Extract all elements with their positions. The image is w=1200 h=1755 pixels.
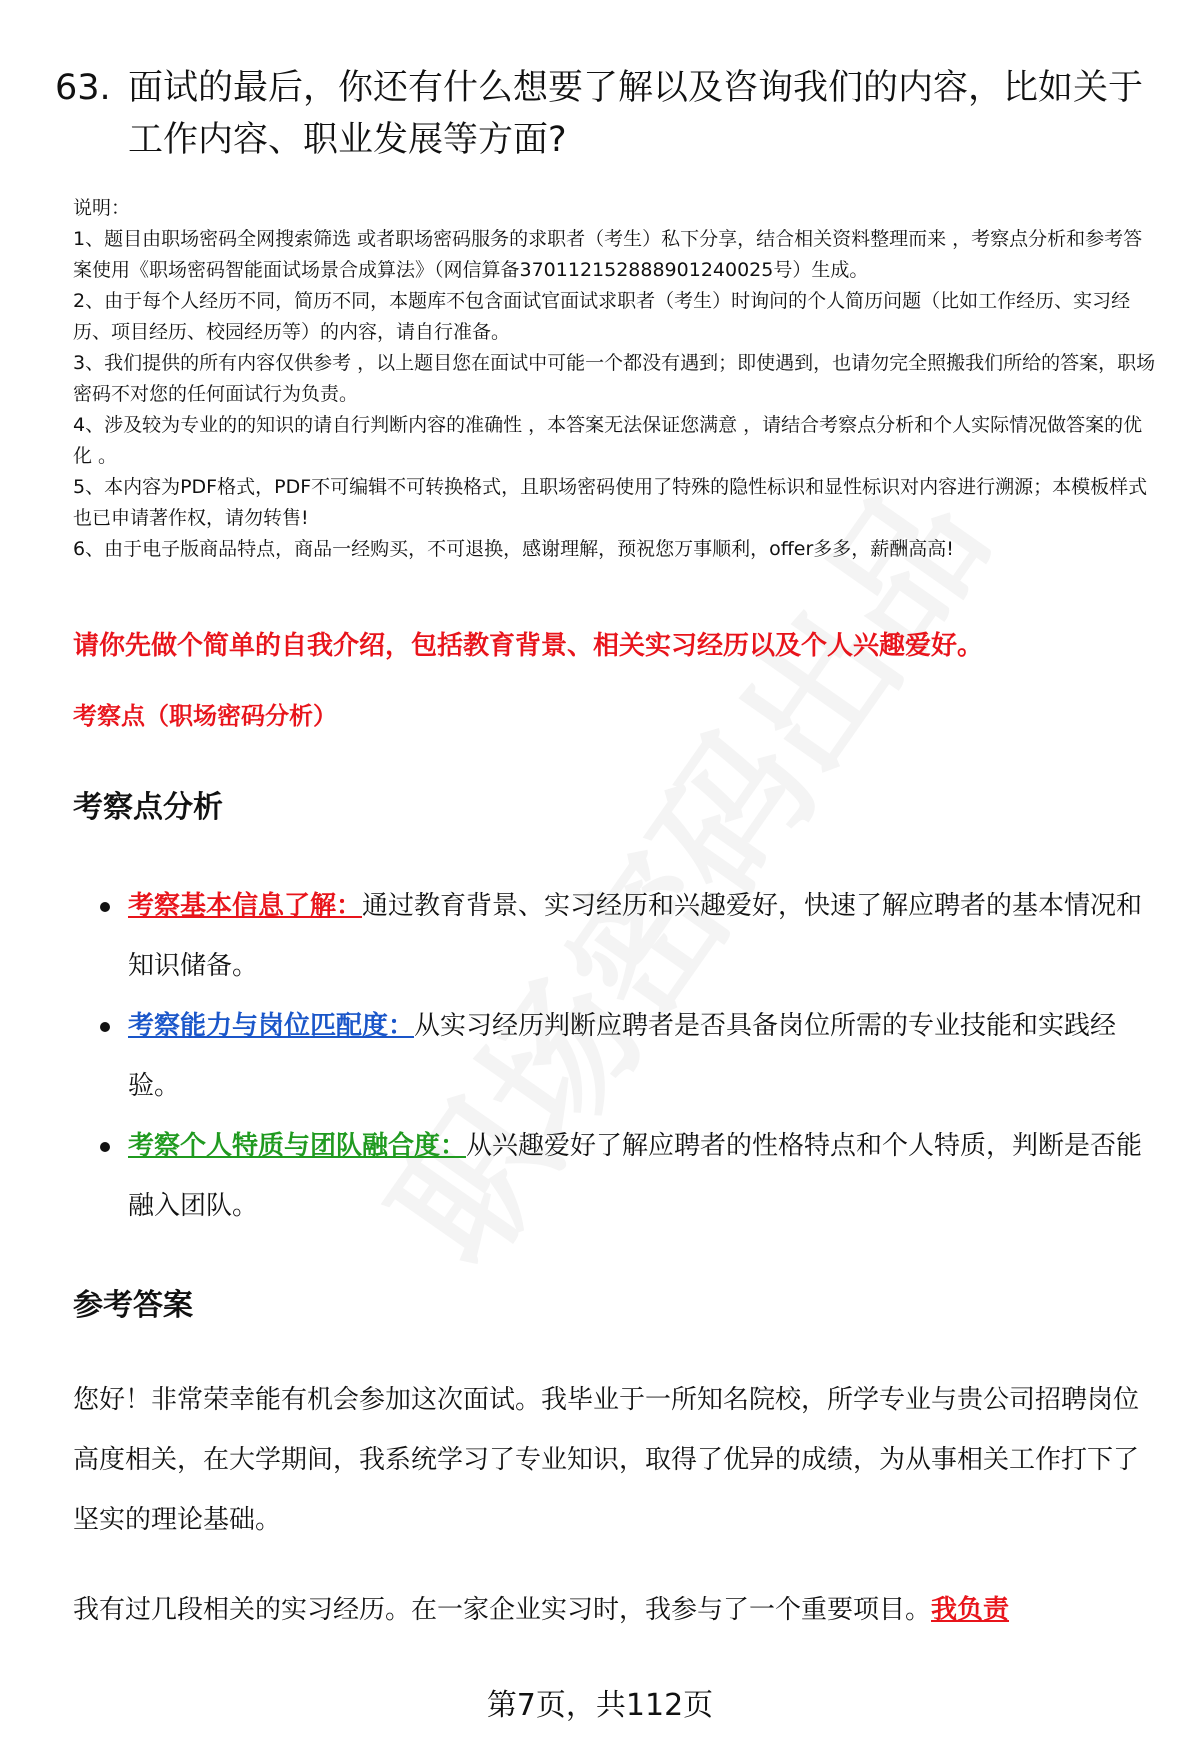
note-item: 4、涉及较为专业的的知识的请自行判断内容的准确性 ，本答案无法保证您满意 ，请结合考察点分析和个人实际情况做答案的优化 。 (73, 414, 1143, 467)
sub-question: 请你先做个简单的自我介绍，包括教育背景、相关实习经历以及个人兴趣爱好。 (73, 631, 984, 661)
bullet-icon (100, 1022, 110, 1032)
answer-paragraph: 您好！非常荣幸能有机会参加这次面试。我毕业于一所知名院校，所学专业与贵公司招聘岗位高度相关，在大学期间，我系统学习了专业知识，取得了优异的成绩，为从事相关工作打下了坚实的理论基础。 (73, 1385, 1140, 1535)
analysis-item-label: 考察个人特质与团队融合度： (128, 1131, 467, 1161)
analysis-item-text: 从实习经历判断应聘者是否具备岗位所需的专业技能和实践经验。 (128, 1011, 1117, 1101)
analysis-item-text: 通过教育背景、实习经历和兴趣爱好，快速了解应聘者的基本情况和知识储备。 (128, 891, 1143, 981)
analysis-tag: 考察点（职场密码分析） (73, 702, 337, 730)
note-item: 1、题目由职场密码全网搜索筛选 或者职场密码服务的求职者（考生）私下分享，结合相关资料整理而来 ，考察点分析和参考答案使用《职场密码智能面试场景合成算法》（网信算备370112152888901240025号）生成。 (73, 228, 1143, 281)
analysis-list (100, 876, 1160, 1236)
analysis-item (100, 996, 1160, 1116)
analysis-heading: 考察点分析 (73, 790, 223, 825)
analysis-item (100, 876, 1160, 996)
answer-highlight: 我负责 (931, 1595, 1010, 1625)
answer-heading: 参考答案 (73, 1288, 193, 1323)
analysis-item-label: 考察基本信息了解： (128, 891, 363, 921)
notes-title: 说明： (73, 197, 131, 219)
question-title (55, 62, 1145, 166)
analysis-item (100, 1116, 1160, 1236)
note-item: 6、由于电子版商品特点，商品一经购买，不可退换，感谢理解，预祝您万事顺利，offer多多，薪酬高高! (73, 538, 954, 560)
note-item: 2、由于每个人经历不同，简历不同，本题库不包含面试官面试求职者（考生）时询问的个人简历问题（比如工作经历、实习经历、项目经历、校园经历等）的内容，请自行准备。 (73, 290, 1131, 343)
answer-paragraph (73, 1580, 1148, 1640)
notes-section (73, 193, 1158, 565)
bullet-icon (100, 1142, 110, 1152)
question-text: 面试的最后，你还有什么想要了解以及咨询我们的内容，比如关于工作内容、职业发展等方面? (128, 68, 1144, 160)
answer-paragraph-text: 我有过几段相关的实习经历。在一家企业实习时，我参与了一个重要项目。 (73, 1595, 932, 1625)
bullet-icon (100, 902, 110, 912)
analysis-item-label: 考察能力与岗位匹配度： (128, 1011, 415, 1041)
note-item: 3、我们提供的所有内容仅供参考 ，以上题目您在面试中可能一个都没有遇到；即使遇到，也请勿完全照搬我们所给的答案，职场密码不对您的任何面试行为负责。 (73, 352, 1156, 405)
question-number: 63. (55, 68, 111, 108)
page-footer: 第7页，共112页 (486, 1688, 714, 1723)
analysis-item-text: 从兴趣爱好了解应聘者的性格特点和个人特质，判断是否能融入团队。 (128, 1131, 1143, 1221)
note-item: 5、本内容为PDF格式，PDF不可编辑不可转换格式，且职场密码使用了特殊的隐性标识和显性标识对内容进行溯源；本模板样式也已申请著作权，请勿转售! (73, 476, 1148, 529)
